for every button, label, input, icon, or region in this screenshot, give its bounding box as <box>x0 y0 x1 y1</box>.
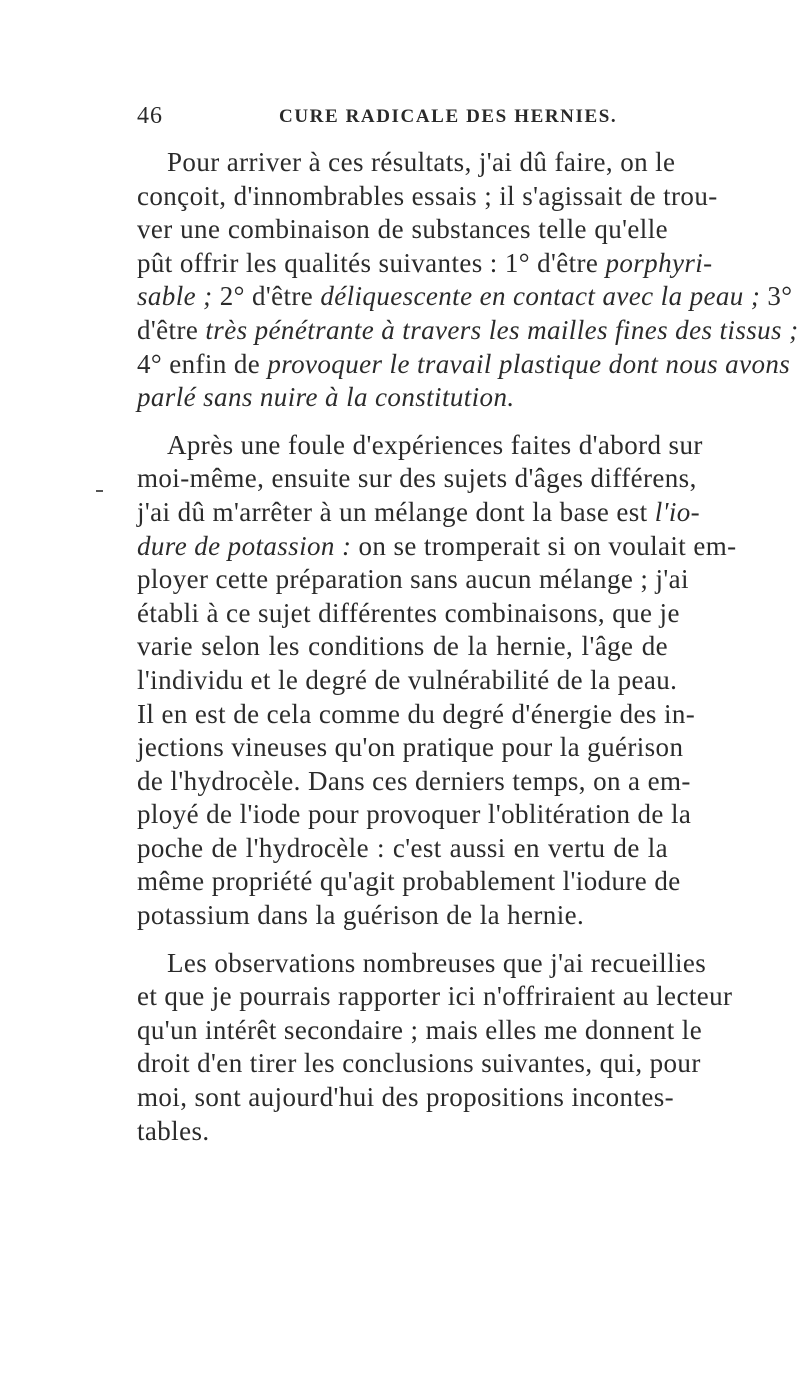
text-line: conçoit, d'innombrables essais ; il s'agissait de trou- <box>137 180 718 211</box>
text-line: droit d'en tirer les conclusions suivantes, qui, pour <box>137 1048 701 1079</box>
paragraph-1 <box>137 146 799 415</box>
text-line: l'individu et le degré de vulnérabilité de la peau. <box>137 664 678 695</box>
margin-mark <box>96 490 103 492</box>
text-line: tables. <box>137 1115 210 1146</box>
text-line: Pour arriver à ces résultats, j'ai dû faire, on le <box>167 147 676 177</box>
text-line: qu'un intérêt secondaire ; mais elles me donnent le <box>137 1014 703 1045</box>
text-line: Après une foule d'expériences faites d'abord sur <box>167 429 703 460</box>
text-line: Les observations nombreuses que j'ai recueillies <box>167 947 707 978</box>
text-line: établi à ce sujet différentes combinaisons, que je <box>137 597 680 628</box>
body-text <box>137 146 799 1148</box>
text-line: moi-même, ensuite sur des sujets d'âges différens, <box>137 463 697 494</box>
text-line: d'être très pénétrante à travers les mailles fines des tissus ; <box>137 314 799 345</box>
text-line: même propriété qu'agit probablement l'iodure de <box>137 866 681 897</box>
running-head <box>137 103 667 143</box>
text-line: ployer cette préparation sans aucun mélange ; j'ai <box>137 564 689 595</box>
page-number: 46 <box>137 103 163 129</box>
text-line: et que je pourrais rapporter ici n'offriraient au lecteur <box>137 981 733 1012</box>
text-line: j'ai dû m'arrêter à un mélange dont la base est l'io- <box>137 496 701 527</box>
text-line: ployé de l'iode pour provoquer l'oblitération de la <box>137 799 692 830</box>
paragraph-3 <box>137 947 733 1149</box>
text-line: potassium dans la guérison de la hernie. <box>137 900 585 931</box>
text-line: moi, sont aujourd'hui des propositions incontes- <box>137 1082 675 1113</box>
text-line: pût offrir les qualités suivantes : 1° d'être porphyri- <box>137 247 713 278</box>
running-title: CURE RADICALE DES HERNIES. <box>279 106 618 127</box>
text-line: de l'hydrocèle. Dans ces derniers temps, on a em- <box>137 765 691 796</box>
text-line: jections vineuses qu'on pratique pour la guérison <box>137 732 684 763</box>
text-line: dure de potassion : on se tromperait si on voulait em- <box>137 530 737 561</box>
text-line: Il en est de cela comme du degré d'énergie des in- <box>137 698 696 729</box>
text-line: 4° enfin de provoquer le travail plastique dont nous avons <box>137 348 791 379</box>
text-line: parlé sans nuire à la constitution. <box>137 382 515 413</box>
text-line: poche de l'hydrocèle : c'est aussi en vertu de la <box>137 832 668 863</box>
text-line: sable ; 2° d'être déliquescente en contact avec la peau ; 3° <box>137 281 793 312</box>
text-line: varie selon les conditions de la hernie, l'âge de <box>137 631 668 662</box>
text-line: ver une combinaison de substances telle qu'elle <box>137 214 668 245</box>
paragraph-2 <box>137 429 737 933</box>
